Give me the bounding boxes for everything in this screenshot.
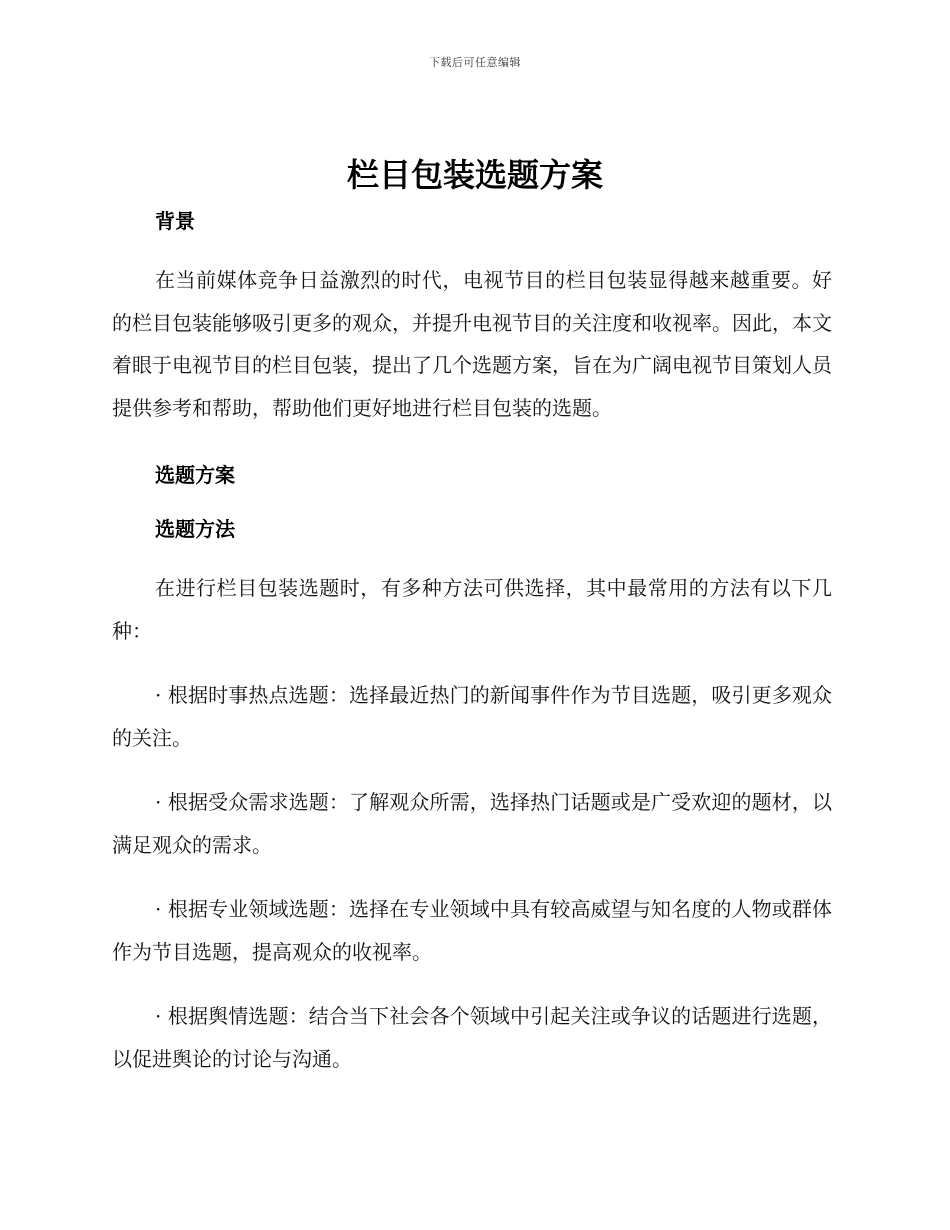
- background-paragraph: 在当前媒体竞争日益激烈的时代，电视节目的栏目包装显得越来越重要。好的栏目包装能够吸引更多的观众，并提升电视节目的关注度和收视率。因此，本文着眼于电视节目的栏目包装，提出了几个选题方案，旨在为广阔电视节目策划人员提供参考和帮助，帮助他们更好地进行栏目包装的选题。: [112, 268, 832, 420]
- document-title: 栏目包装选题方案: [346, 156, 603, 194]
- document-body: [112, 205, 832, 1080]
- section-heading-plan: 选题方案: [155, 463, 235, 487]
- bullet-item-professional: · 根据专业领域选题：选择在专业领域中具有较高威望与知名度的人物或群体作为节目选题，提高观众的收视率。: [112, 897, 832, 964]
- bullet-item-public-opinion: · 根据舆情选题：结合当下社会各个领域中引起关注或争议的话题进行选题，以促进舆论的讨论与沟通。: [112, 1004, 832, 1071]
- bullet-item-audience: · 根据受众需求选题：了解观众所需，选择热门话题或是广受欢迎的题材，以满足观众的需求。: [112, 790, 832, 857]
- method-intro-paragraph: 在进行栏目包装选题时，有多种方法可供选择，其中最常用的方法有以下几种：: [112, 576, 832, 643]
- header-note: 下载后可任意编辑: [429, 56, 521, 69]
- section-heading-method: 选题方法: [155, 517, 235, 541]
- bullet-item-hotspot: · 根据时事热点选题：选择最近热门的新闻事件作为节目选题，吸引更多观众的关注。: [112, 683, 832, 750]
- section-heading-background: 背景: [155, 209, 195, 233]
